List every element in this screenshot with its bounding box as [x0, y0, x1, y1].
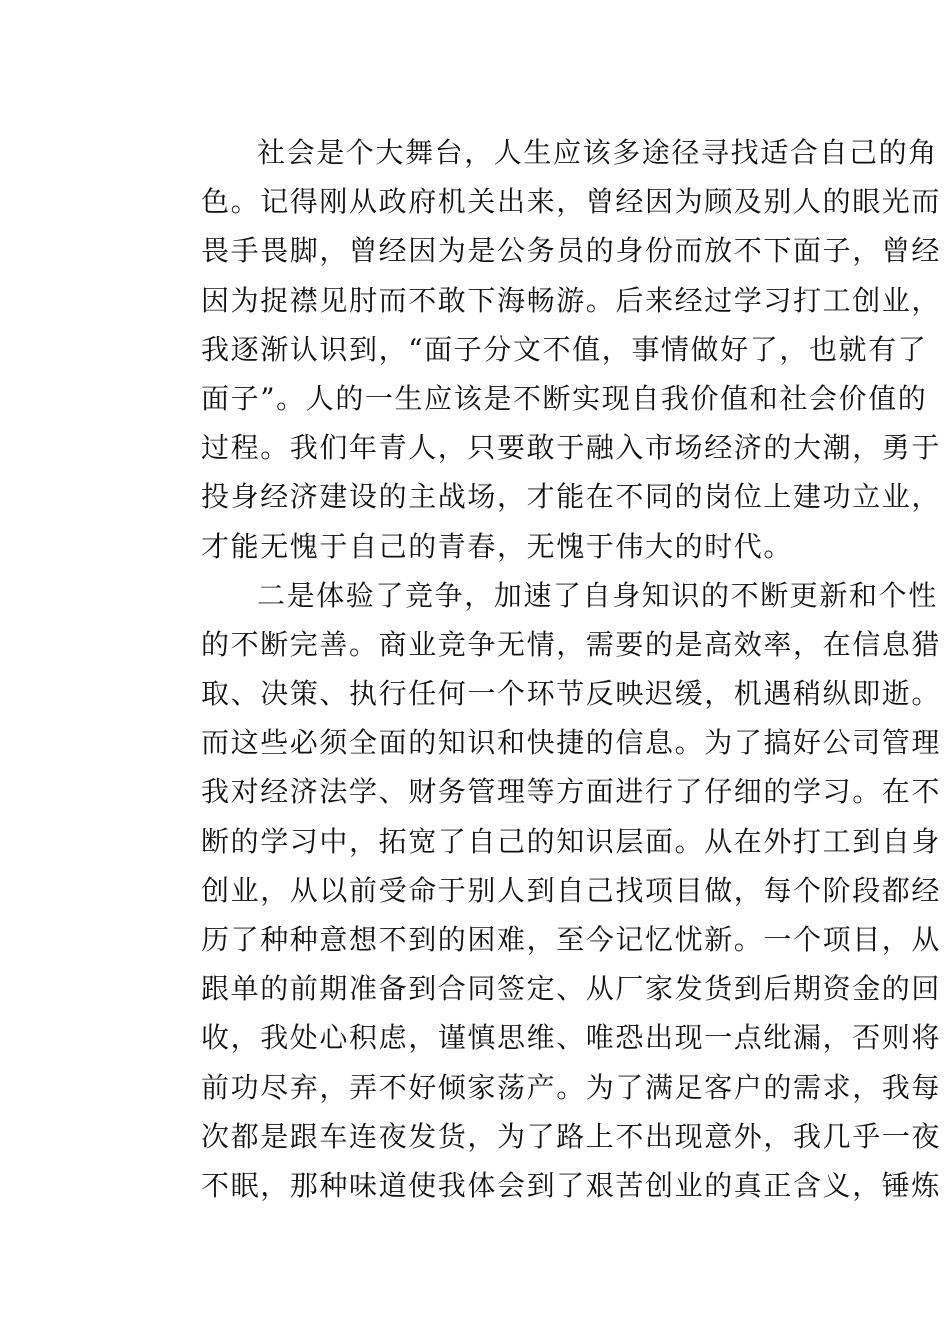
paragraph-1 [145, 128, 942, 571]
text-line: 投身经济建设的主战场，才能在不同的岗位上建功立业， [201, 480, 942, 514]
text-line: 历了种种意想不到的困难，至今记忆忧新。一个项目，从 [201, 923, 942, 956]
text-line: 过程。我们年青人，只要敢于融入市场经济的大潮，勇于 [201, 431, 942, 465]
text-line: 的不断完善。商业竞争无情，需要的是高效率，在信息猎 [201, 627, 942, 661]
text-line: 前功尽弃，弄不好倾家荡产。为了满足客户的需求，我每 [201, 1070, 942, 1104]
text-line: 色。记得刚从政府机关出来，曾经因为顾及别人的眼光而 [201, 185, 942, 219]
text-line: 我逐渐认识到，“面子分文不值，事情做好了，也就有了 [201, 332, 928, 366]
text-line: 社会是个大舞台，人生应该多途径寻找适合自己的角 [257, 136, 938, 169]
text-line: 次都是跟车连夜发货，为了路上不出现意外，我几乎一夜 [201, 1119, 942, 1153]
body-text [145, 128, 942, 1210]
paragraph-2 [145, 571, 942, 1210]
text-line: 二是体验了竞争，加速了自身知识的不断更新和个性 [257, 578, 938, 612]
text-line: 畏手畏脚，曾经因为是公务员的身份而放不下面子，曾经 [201, 234, 942, 268]
text-line: 而这些必须全面的知识和快捷的信息。为了搞好公司管理 [201, 726, 942, 760]
text-line: 创业，从以前受命于别人到自己找项目做，每个阶段都经 [201, 873, 942, 907]
text-line: 因为捉襟见肘而不敢下海畅游。后来经过学习打工创业， [201, 283, 942, 317]
text-line: 才能无愧于自己的青春，无愧于伟大的时代。 [201, 529, 794, 563]
text-line: 收，我处心积虑，谨慎思维、唯恐出现一点纰漏，否则将 [201, 1021, 942, 1055]
text-line: 不眠，那种味道使我体会到了艰苦创业的真正含义，锤炼 [201, 1168, 942, 1202]
text-line: 断的学习中，拓宽了自己的知识层面。从在外打工到自身 [201, 824, 942, 858]
text-line: 我对经济法学、财务管理等方面进行了仔细的学习。在不 [201, 775, 942, 809]
text-line: 面子”。人的一生应该是不断实现自我价值和社会价值的 [201, 381, 928, 415]
text-line: 取、决策、执行任何一个环节反映迟缓，机遇稍纵即逝。 [201, 677, 942, 711]
text-line: 跟单的前期准备到合同签定、从厂家发货到后期资金的回 [201, 972, 942, 1006]
